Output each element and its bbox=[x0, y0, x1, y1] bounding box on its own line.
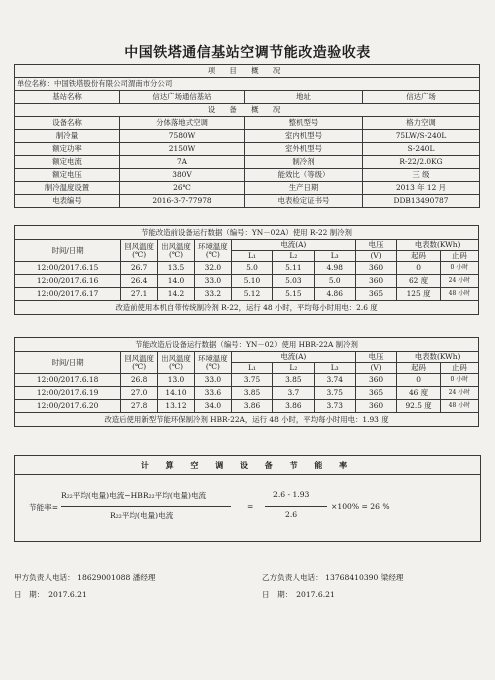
cell: 0 bbox=[397, 262, 441, 275]
cell: 32.0 bbox=[194, 262, 231, 275]
cell: 0 小时 bbox=[440, 374, 478, 387]
equipment-label: 制冷剂 bbox=[245, 156, 363, 169]
equipment-value: 380V bbox=[120, 169, 245, 182]
header-volt-unit: (V) bbox=[355, 251, 396, 262]
header-current: 电流(A) bbox=[231, 352, 355, 363]
equipment-table bbox=[14, 64, 480, 208]
header-l1: L₁ bbox=[231, 251, 272, 262]
cell: 3.85 bbox=[273, 374, 314, 387]
equipment-value: 2013 年 12 月 bbox=[363, 182, 480, 195]
header-return-temp: 回风温度(℃) bbox=[121, 352, 158, 374]
cell: 92.5 度 bbox=[397, 400, 441, 413]
equipment-label: 室外机型号 bbox=[245, 143, 363, 156]
cell: 4.86 bbox=[314, 288, 355, 301]
cell: 14.2 bbox=[158, 288, 195, 301]
header-outlet-temp: 出风温度(℃) bbox=[158, 240, 195, 262]
equipment-value: DDB13490787 bbox=[363, 195, 480, 208]
cell: 62 度 bbox=[397, 275, 441, 288]
value-numerator: 2.6 - 1.93 bbox=[273, 490, 310, 499]
cell: 125 度 bbox=[397, 288, 441, 301]
cell: 12:00/2017.6.17 bbox=[15, 288, 121, 301]
address-label: 地址 bbox=[245, 91, 363, 104]
table-row bbox=[15, 275, 479, 288]
before-data-table bbox=[14, 225, 479, 315]
equipment-value: 7580W bbox=[120, 130, 245, 143]
cell: 34.0 bbox=[194, 400, 231, 413]
table-row bbox=[15, 288, 479, 301]
cell: 27.1 bbox=[121, 288, 158, 301]
equipment-label: 额定功率 bbox=[15, 143, 120, 156]
cell: 3.86 bbox=[231, 400, 272, 413]
header-l2: L₂ bbox=[273, 251, 314, 262]
header-voltage: 电压 bbox=[355, 352, 396, 363]
equipment-value: 7A bbox=[120, 156, 245, 169]
station-label: 基站名称 bbox=[15, 91, 120, 104]
cell: 4.98 bbox=[314, 262, 355, 275]
cell: 12:00/2017.6.15 bbox=[15, 262, 121, 275]
cell: 14.0 bbox=[158, 275, 195, 288]
equipment-label: 整机型号 bbox=[245, 117, 363, 130]
cell: 5.03 bbox=[273, 275, 314, 288]
header-voltage: 电压 bbox=[355, 240, 396, 251]
cell: 360 bbox=[355, 374, 396, 387]
equipment-label: 额定电流 bbox=[15, 156, 120, 169]
header-volt-unit: (V) bbox=[355, 363, 396, 374]
cell: 365 bbox=[355, 387, 396, 400]
party-b-contact: 乙方负责人电话： 13768410390 梁经理 bbox=[262, 573, 404, 582]
cell: 27.8 bbox=[121, 400, 158, 413]
cell: 13.5 bbox=[158, 262, 195, 275]
cell: 5.15 bbox=[273, 288, 314, 301]
cell: 3.74 bbox=[314, 374, 355, 387]
cell: 13.0 bbox=[158, 374, 195, 387]
cell: 360 bbox=[355, 262, 396, 275]
cell: 26.7 bbox=[121, 262, 158, 275]
header-return-temp: 回风温度(℃) bbox=[121, 240, 158, 262]
equipment-row bbox=[15, 195, 480, 208]
cell: 13.12 bbox=[158, 400, 195, 413]
party-a-date: 日 期： 2017.6.21 bbox=[14, 590, 87, 599]
equipment-value: 格力空调 bbox=[363, 117, 480, 130]
cell: 26.4 bbox=[121, 275, 158, 288]
equipment-row bbox=[15, 156, 480, 169]
cell: 12:00/2017.6.18 bbox=[15, 374, 121, 387]
address-value: 信达广场 bbox=[363, 91, 480, 104]
header-l2: L₂ bbox=[273, 363, 314, 374]
cell: 24 小时 bbox=[440, 387, 478, 400]
cell: 5.12 bbox=[231, 288, 272, 301]
equipment-row bbox=[15, 182, 480, 195]
cell: 33.2 bbox=[194, 288, 231, 301]
cell: 3.75 bbox=[314, 387, 355, 400]
header-meter: 电表数(KWh) bbox=[397, 352, 479, 363]
equipment-label: 电表检定证书号 bbox=[245, 195, 363, 208]
before-table-title: 节能改造前设备运行数据（编号：YN－02A）使用 R-22 制冷剂 bbox=[15, 226, 479, 240]
cell: 3.75 bbox=[231, 374, 272, 387]
cell: 360 bbox=[355, 275, 396, 288]
table-row bbox=[15, 262, 479, 275]
overview-section-header: 项 目 概 况 bbox=[15, 65, 480, 78]
cell: 33.0 bbox=[194, 275, 231, 288]
equipment-label: 设备名称 bbox=[15, 117, 120, 130]
header-time: 时间/日期 bbox=[15, 352, 121, 374]
equipment-value: 分体落地式空调 bbox=[120, 117, 245, 130]
equipment-value: 三 级 bbox=[363, 169, 480, 182]
cell: 33.0 bbox=[194, 374, 231, 387]
equipment-label: 能效比（等级） bbox=[245, 169, 363, 182]
header-meter-end: 止码 bbox=[440, 363, 478, 374]
header-l3: L₃ bbox=[314, 251, 355, 262]
cell: 5.10 bbox=[231, 275, 272, 288]
header-meter: 电表数(KWh) bbox=[397, 240, 479, 251]
equipment-value: R-22/2.0KG bbox=[363, 156, 480, 169]
equipment-value: S-240L bbox=[363, 143, 480, 156]
equipment-label: 室内机型号 bbox=[245, 130, 363, 143]
equipment-row bbox=[15, 143, 480, 156]
equipment-label: 电表编号 bbox=[15, 195, 120, 208]
header-outlet-temp: 出风温度(℃) bbox=[158, 352, 195, 374]
equals-sign: = bbox=[247, 502, 254, 511]
header-l1: L₁ bbox=[231, 363, 272, 374]
saving-rate-label: 节能率= bbox=[29, 503, 59, 512]
cell: 12:00/2017.6.19 bbox=[15, 387, 121, 400]
equipment-row bbox=[15, 117, 480, 130]
equipment-label: 制冷温度设置 bbox=[15, 182, 120, 195]
party-a-contact: 甲方负责人电话： 18629001088 潘经理 bbox=[14, 573, 156, 582]
cell: 0 小时 bbox=[440, 262, 478, 275]
cell: 3.86 bbox=[273, 400, 314, 413]
equipment-label: 制冷量 bbox=[15, 130, 120, 143]
formula-fraction-line bbox=[61, 506, 231, 507]
saving-rate-result: ×100% = 26 % bbox=[331, 502, 390, 511]
header-time: 时间/日期 bbox=[15, 240, 121, 262]
equipment-row bbox=[15, 169, 480, 182]
equipment-value: 26℃ bbox=[120, 182, 245, 195]
cell: 5.0 bbox=[231, 262, 272, 275]
formula-denominator: R₂₂平均(电量)电流 bbox=[110, 511, 174, 520]
cell: 3.73 bbox=[314, 400, 355, 413]
calculation-title: 计 算 空 调 设 备 节 能 率 bbox=[15, 456, 480, 475]
cell: 360 bbox=[355, 400, 396, 413]
cell: 3.7 bbox=[273, 387, 314, 400]
cell: 33.6 bbox=[194, 387, 231, 400]
equipment-row bbox=[15, 130, 480, 143]
header-l3: L₃ bbox=[314, 363, 355, 374]
after-note: 改造后使用新型节能环保制冷剂 HBR-22A，运行 48 小时，平均每小时用电：1.93 度 bbox=[15, 413, 479, 427]
cell: 3.85 bbox=[231, 387, 272, 400]
cell: 12:00/2017.6.16 bbox=[15, 275, 121, 288]
cell: 365 bbox=[355, 288, 396, 301]
value-denominator: 2.6 bbox=[285, 510, 298, 519]
party-b-date: 日 期： 2017.6.21 bbox=[262, 590, 335, 599]
after-data-table bbox=[14, 337, 479, 427]
cell: 5.11 bbox=[273, 262, 314, 275]
page-title: 中国铁塔通信基站空调节能改造验收表 bbox=[124, 45, 371, 61]
equipment-value: 2016-3-7-77978 bbox=[120, 195, 245, 208]
cell: 46 度 bbox=[397, 387, 441, 400]
energy-saving-calculation bbox=[14, 455, 481, 542]
station-value: 信达广场通信基站 bbox=[120, 91, 245, 104]
unit-name: 单位名称：中国铁塔股份有限公司渭南市分公司 bbox=[15, 78, 480, 91]
cell: 27.0 bbox=[121, 387, 158, 400]
cell: 24 小时 bbox=[440, 275, 478, 288]
cell: 14.10 bbox=[158, 387, 195, 400]
equipment-label: 生产日期 bbox=[245, 182, 363, 195]
header-meter-end: 止码 bbox=[440, 251, 478, 262]
header-meter-start: 起码 bbox=[397, 363, 441, 374]
header-current: 电流(A) bbox=[231, 240, 355, 251]
before-note: 改造前使用本机自带传统制冷剂 R-22，运行 48 小时，平均每小时用电：2.6 度 bbox=[15, 301, 479, 315]
after-table-title: 节能改造后设备运行数据（编号：YN－02）使用 HBR-22A 制冷剂 bbox=[15, 338, 479, 352]
cell: 5.0 bbox=[314, 275, 355, 288]
header-meter-start: 起码 bbox=[397, 251, 441, 262]
equipment-label: 额定电压 bbox=[15, 169, 120, 182]
table-row bbox=[15, 374, 479, 387]
cell: 26.8 bbox=[121, 374, 158, 387]
equipment-section-header: 设 备 概 况 bbox=[15, 104, 480, 117]
cell: 12:00/2017.6.20 bbox=[15, 400, 121, 413]
cell: 48 小时 bbox=[440, 400, 478, 413]
equipment-value: 2150W bbox=[120, 143, 245, 156]
cell: 48 小时 bbox=[440, 288, 478, 301]
table-row bbox=[15, 400, 479, 413]
cell: 0 bbox=[397, 374, 441, 387]
table-row bbox=[15, 387, 479, 400]
formula-numerator: R₂₂平均(电量)电流−HBR₂₂平均(电量)电流 bbox=[61, 491, 207, 500]
value-fraction-line bbox=[265, 506, 327, 507]
header-ambient-temp: 环境温度(℃) bbox=[194, 240, 231, 262]
equipment-value: 75LW/S-240L bbox=[363, 130, 480, 143]
header-ambient-temp: 环境温度(℃) bbox=[194, 352, 231, 374]
